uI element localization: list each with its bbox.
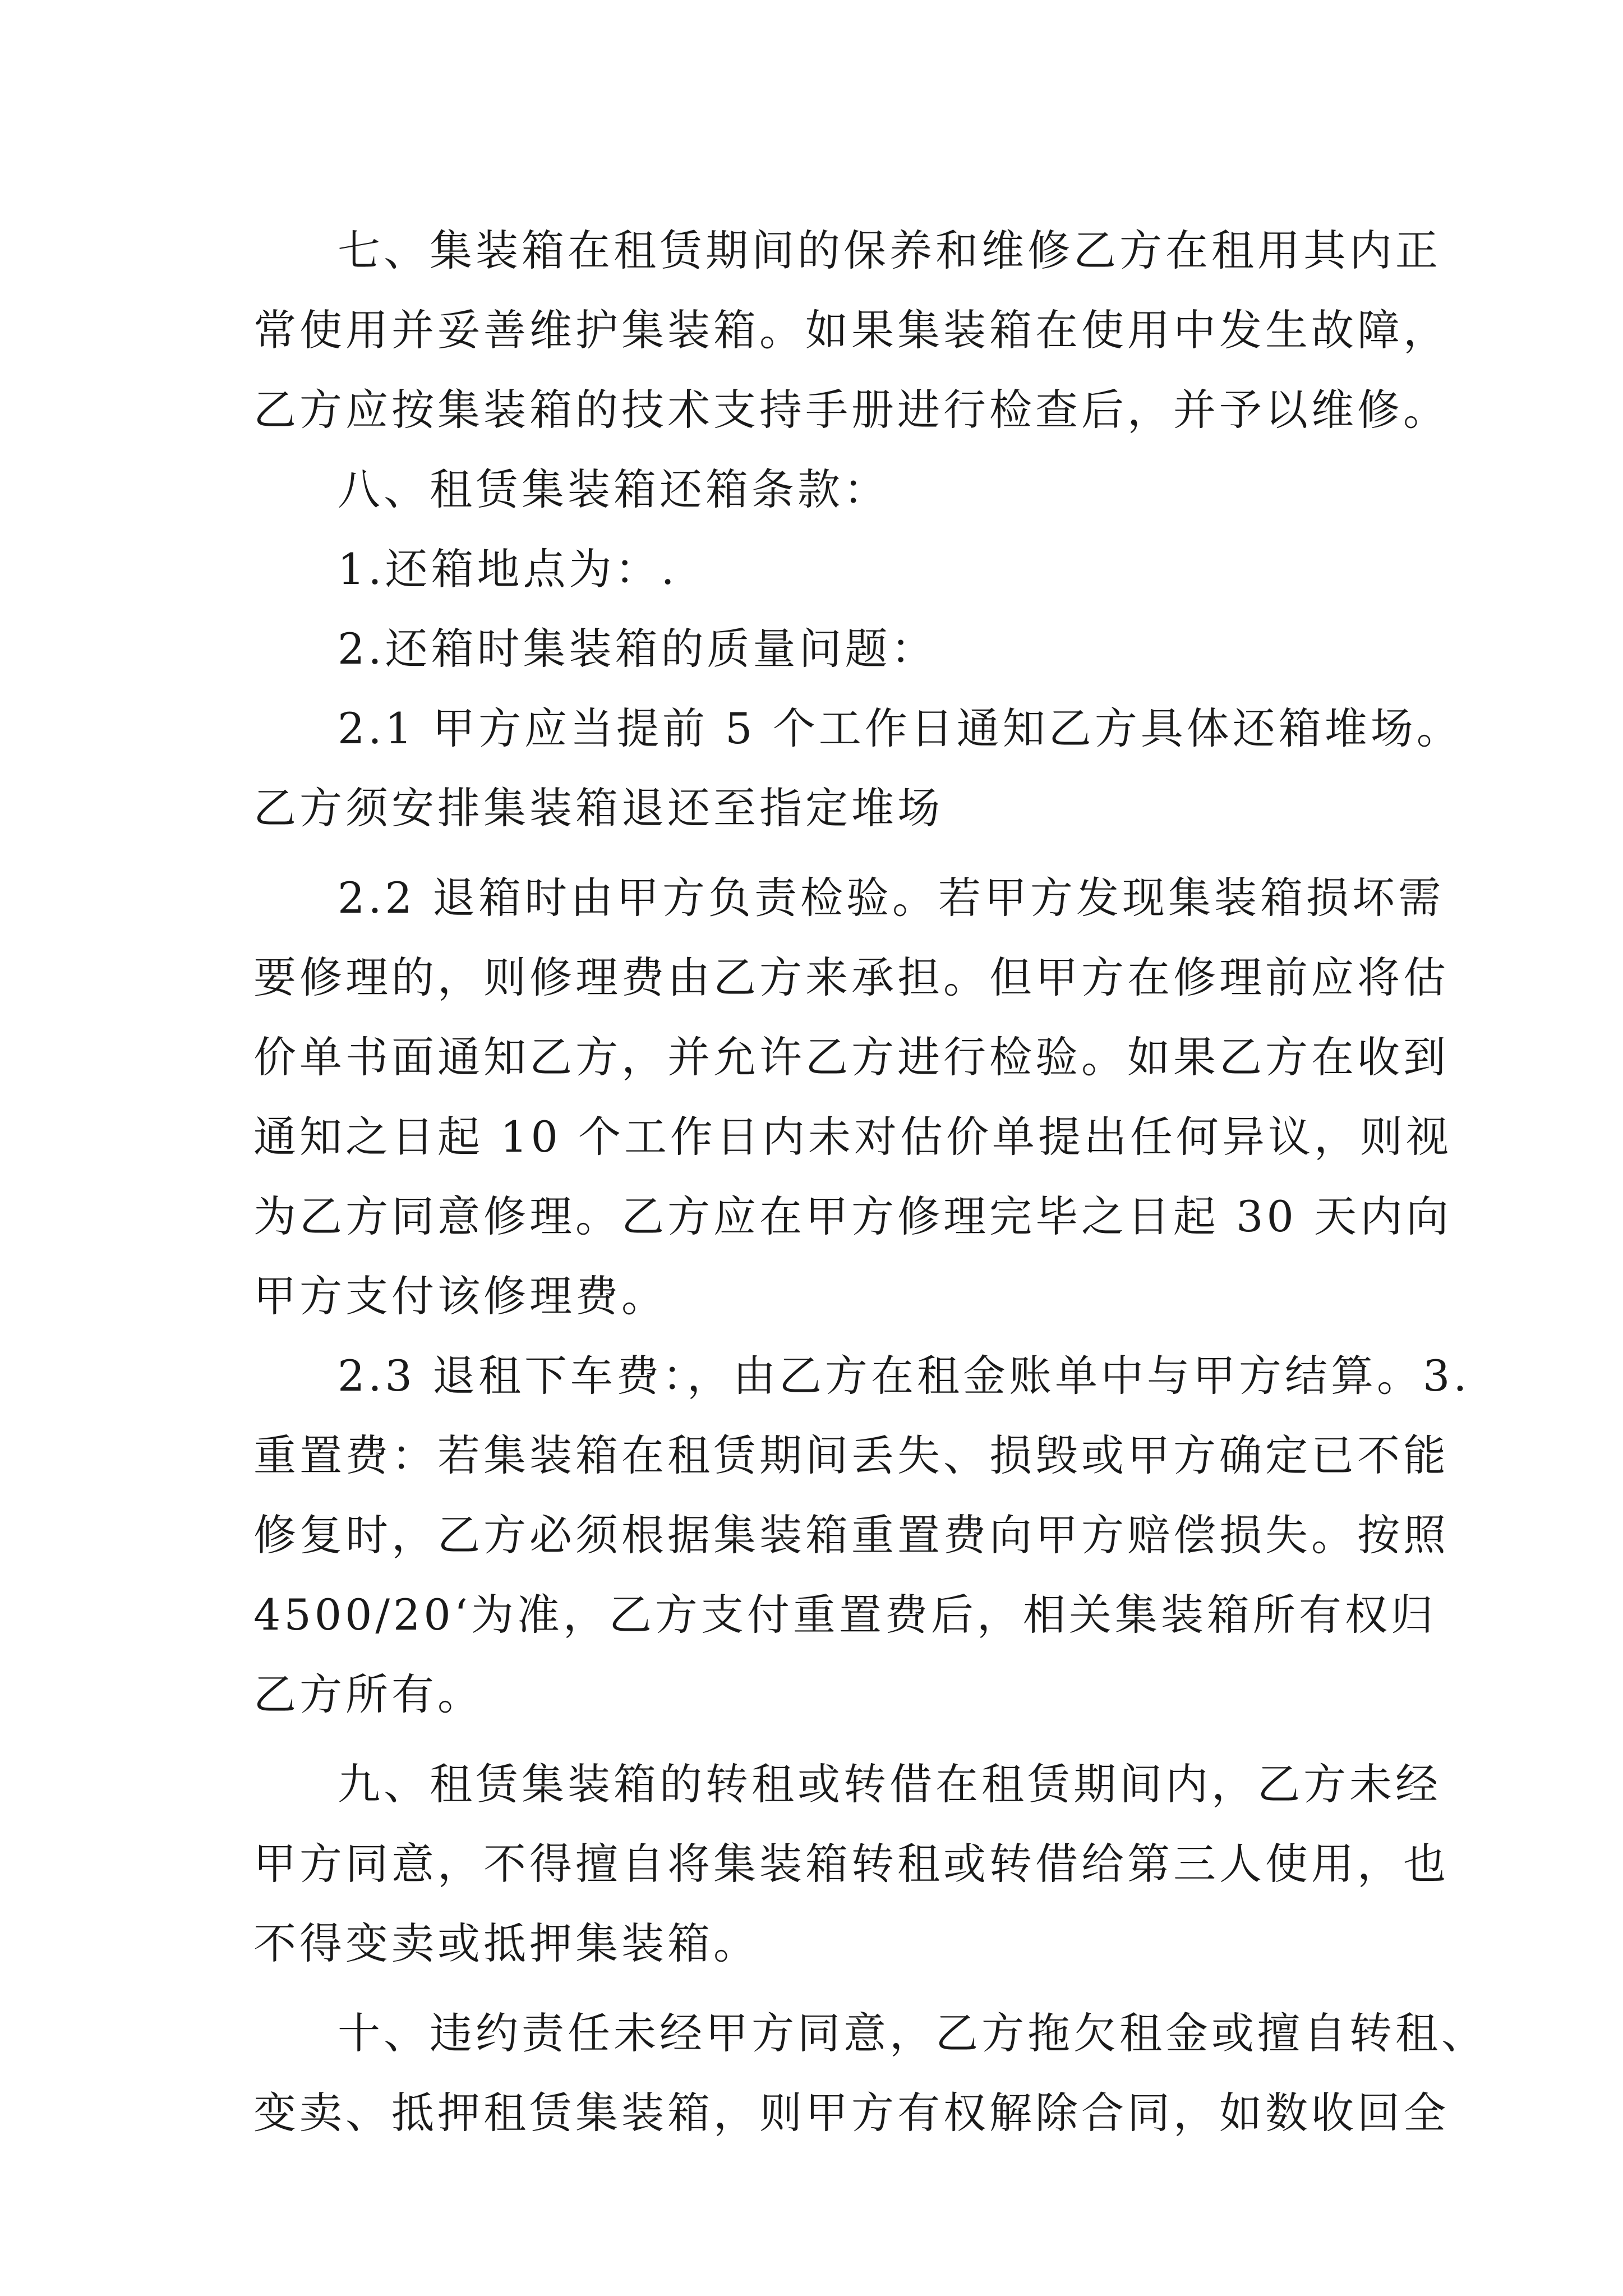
paragraph-10-line-2: 变卖、抵押租赁集装箱，则甲方有权解除合同，如数收回全 (253, 2088, 1449, 2138)
clause-3-line-4: 乙方所有。 (253, 1669, 483, 1719)
clause-2-2-line-2: 要修理的，则修理费由乙方来承担。但甲方在修理前应将估 (253, 953, 1449, 1002)
paragraph-10-line-1: 十、违约责任未经甲方同意，乙方拖欠租金或擅自转租、 (338, 2008, 1487, 2058)
paragraph-7-line-3: 乙方应按集装箱的技术支持手册进行检查后，并予以维修。 (253, 385, 1449, 435)
clause-2-3-line-1: 2.3 退租下车费：，由乙方在租金账单中与甲方结算。3. (338, 1351, 1470, 1401)
paragraph-7-line-2: 常使用并妥善维护集装箱。如果集装箱在使用中发生故障， (253, 305, 1449, 355)
clause-2-2-line-5: 为乙方同意修理。乙方应在甲方修理完毕之日起 30 天内向 (253, 1191, 1453, 1241)
clause-2-1-line-2: 乙方须安排集装箱退还至指定堆场 (253, 783, 943, 833)
clause-2-1-line-1: 2.1 甲方应当提前 5 个工作日通知乙方具体还箱堆场。 (338, 703, 1463, 753)
paragraph-9-line-3: 不得变卖或抵押集装箱。 (253, 1918, 759, 1968)
paragraph-8-heading: 八、租赁集装箱还箱条款： (338, 464, 889, 514)
clause-3-line-1: 重置费：若集装箱在租赁期间丢失、损毁或甲方确定已不能 (253, 1430, 1449, 1480)
clause-2-2-line-4: 通知之日起 10 个工作日内未对估价单提出任何异议，则视 (253, 1112, 1453, 1162)
clause-2-quality-issues: 2.还箱时集装箱的质量问题： (338, 624, 937, 674)
clause-1-return-location: 1.还箱地点为：. (338, 544, 678, 594)
paragraph-9-line-1: 九、租赁集装箱的转租或转借在租赁期间内，乙方未经 (338, 1759, 1441, 1809)
clause-2-2-line-3: 价单书面通知乙方，并允许乙方进行检验。如果乙方在收到 (253, 1032, 1449, 1082)
document-body (253, 211, 1487, 2153)
paragraph-9-line-2: 甲方同意，不得擅自将集装箱转租或转借给第三人使用，也 (253, 1839, 1449, 1889)
clause-2-2-line-6: 甲方支付该修理费。 (253, 1271, 667, 1321)
clause-2-2-line-1: 2.2 退箱时由甲方负责检验。若甲方发现集装箱损坏需 (338, 873, 1445, 923)
paragraph-7-line-1: 七、集装箱在租赁期间的保养和维修乙方在租用其内正 (338, 226, 1441, 275)
clause-3-line-2: 修复时，乙方必须根据集装箱重置费向甲方赔偿损失。按照 (253, 1510, 1449, 1560)
clause-3-line-3: 4500/20‘为准，乙方支付重置费后，相关集装箱所有权归 (253, 1590, 1437, 1640)
